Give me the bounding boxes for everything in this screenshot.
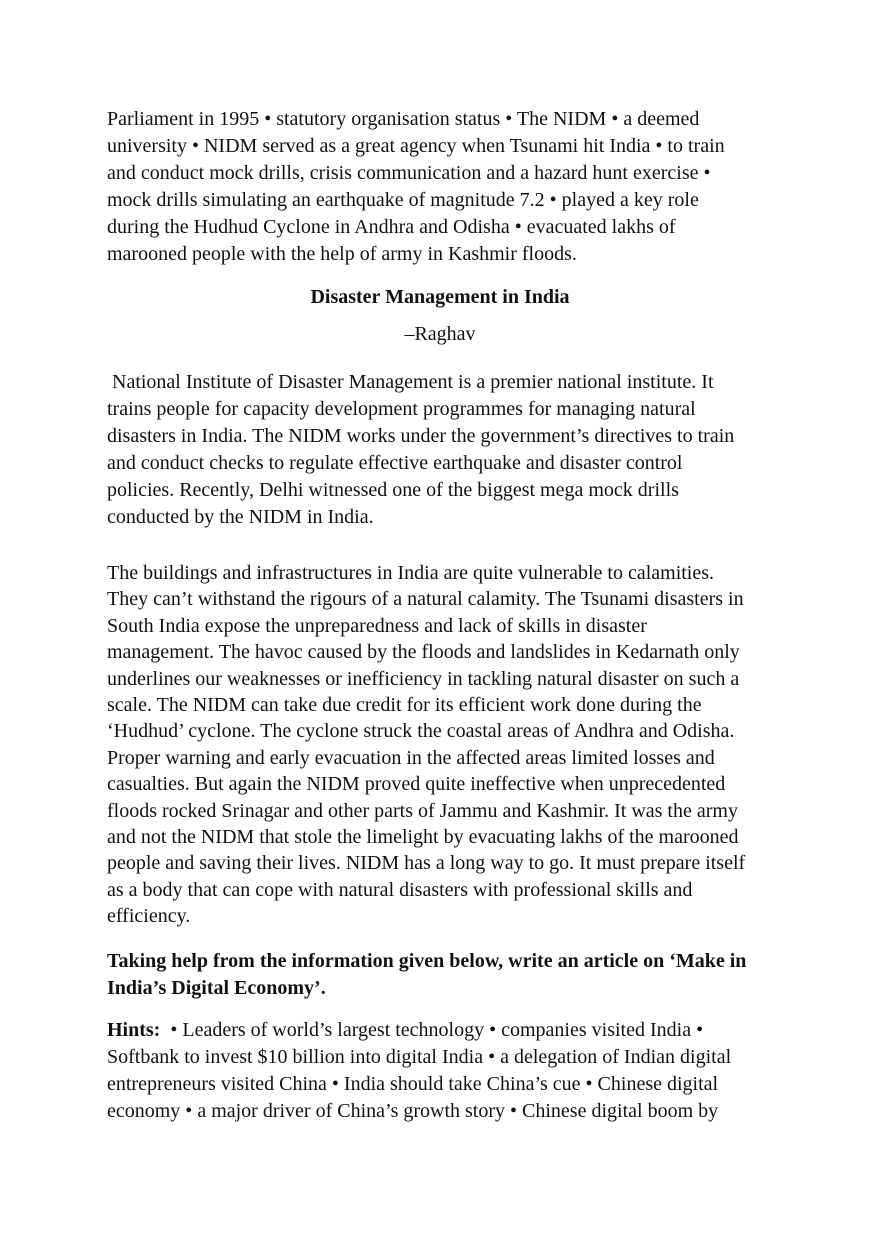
- text-line: mock drills simulating an earthquake of magnitude 7.2 • played a key role: [107, 188, 699, 211]
- text-line: scale. The NIDM can take due credit for its efficient work done during the: [107, 694, 702, 717]
- article-paragraph-2: [107, 560, 787, 930]
- text-line: entrepreneurs visited China • India should take China’s cue • Chinese digital: [107, 1072, 719, 1095]
- text-line: • Leaders of world’s largest technology • companies visited India •: [160, 1019, 704, 1041]
- text-line: and not the NIDM that stole the limelight by evacuating lakhs of the marooned: [107, 826, 739, 849]
- text-line: marooned people with the help of army in Kashmir floods.: [107, 242, 577, 265]
- text-line: and conduct checks to regulate effective earthquake and disaster control: [107, 451, 683, 474]
- text-line: floods rocked Srinagar and other parts of Jammu and Kashmir. It was the army: [107, 799, 738, 822]
- text-line: management. The havoc caused by the floods and landslides in Kedarnath only: [107, 641, 740, 664]
- hints-paragraph: [107, 1017, 787, 1125]
- text-line: policies. Recently, Delhi witnessed one of the biggest mega mock drills: [107, 478, 679, 501]
- text-line: National Institute of Disaster Management is a premier national institute. It: [107, 371, 714, 393]
- text-line: disasters in India. The NIDM works under the government’s directives to train: [107, 424, 735, 447]
- text-line: economy • a major driver of China’s growth story • Chinese digital boom by: [107, 1099, 719, 1122]
- text-line: South India expose the unpreparedness and lack of skills in disaster: [107, 614, 647, 637]
- text-line: ‘Hudhud’ cyclone. The cyclone struck the coastal areas of Andhra and Odisha.: [107, 720, 735, 743]
- text-line: during the Hudhud Cyclone in Andhra and Odisha • evacuated lakhs of: [107, 215, 676, 238]
- text-line: as a body that can cope with natural disasters with professional skills and: [107, 878, 693, 901]
- text-line: Taking help from the information given below, write an article on ‘Make in: [107, 950, 747, 972]
- question-prompt: [107, 948, 787, 1002]
- hints-label: Hints:: [107, 1019, 161, 1041]
- text-line: Softbank to invest $10 billion into digital India • a delegation of Indian digital: [107, 1045, 732, 1068]
- text-line: India’s Digital Economy’.: [107, 976, 326, 999]
- text-line: trains people for capacity development programmes for managing natural: [107, 397, 696, 420]
- article-title: Disaster Management in India: [310, 286, 570, 308]
- text-line: The buildings and infrastructures in India are quite vulnerable to calamities.: [107, 562, 715, 584]
- text-line: and conduct mock drills, crisis communication and a hazard hunt exercise •: [107, 161, 711, 184]
- hints-intro-paragraph: [107, 106, 787, 267]
- text-line: conducted by the NIDM in India.: [107, 505, 374, 528]
- text-line: people and saving their lives. NIDM has a long way to go. It must prepare itself: [107, 852, 746, 875]
- text-line: Proper warning and early evacuation in the affected areas limited losses and: [107, 746, 715, 769]
- text-line: underlines our weaknesses or inefficiency in tackling natural disaster on such a: [107, 667, 740, 690]
- text-line: They can’t withstand the rigours of a natural calamity. The Tsunami disasters in: [107, 588, 744, 611]
- article-paragraph-1: [107, 369, 787, 530]
- text-line: university • NIDM served as a great agency when Tsunami hit India • to train: [107, 134, 725, 157]
- text-line: efficiency.: [107, 905, 191, 928]
- text-line: Parliament in 1995 • statutory organisation status • The NIDM • a deemed: [107, 108, 700, 130]
- article-author: –Raghav: [404, 323, 476, 345]
- text-line: casualties. But again the NIDM proved quite ineffective when unprecedented: [107, 773, 726, 796]
